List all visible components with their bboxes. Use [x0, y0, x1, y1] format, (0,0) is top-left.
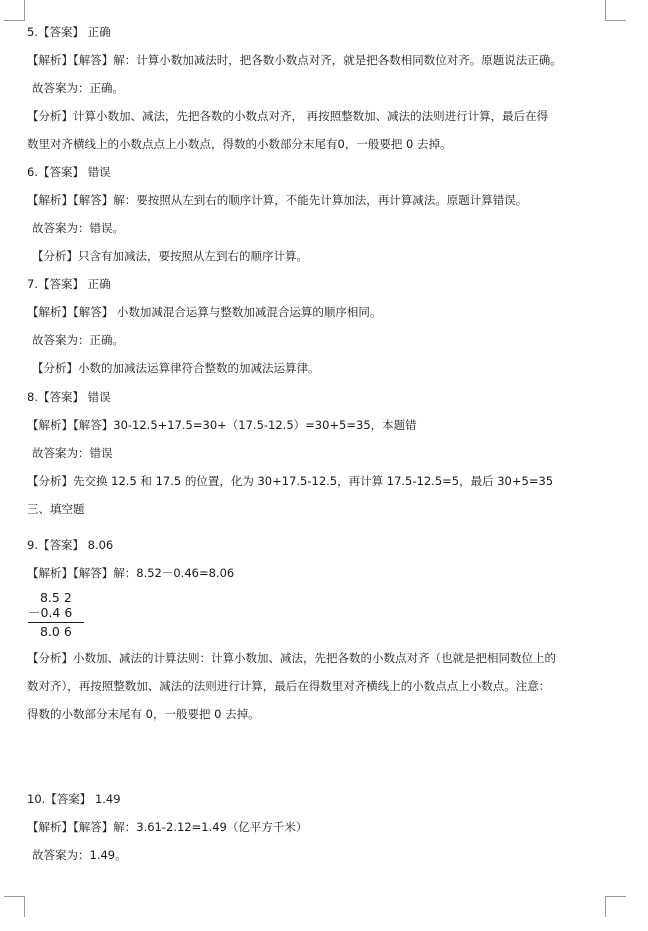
q6-analysis: 【解析】【解答】解：要按照从左到右的顺序计算，不能先计算加法，再计算减法。原题计算错误。 — [27, 193, 528, 207]
q6-explanation: 【分析】只含有加减法，要按照从左到右的顺序计算。 — [32, 249, 308, 263]
q9-analysis: 【解析】【解答】解：8.52－0.46=8.06 — [27, 566, 235, 580]
q6-conclusion: 故答案为：错误。 — [32, 221, 124, 235]
q5-answer: 5.【答案】 正确 — [27, 25, 111, 39]
page-corner-mark-top-right — [605, 0, 626, 21]
q8-conclusion: 故答案为：错误 — [32, 446, 113, 460]
q10-analysis: 【解析】【解答】解：3.61-2.12=1.49（亿平方千米） — [27, 820, 308, 834]
q5-explanation-line-2: 数里对齐横线上的小数点点上小数点，得数的小数部分末尾有0，一般要把 0 去掉。 — [27, 137, 452, 151]
calc-result: 8.0 6 — [36, 624, 72, 639]
q10-conclusion: 故答案为：1.49。 — [32, 848, 127, 862]
page-corner-mark-bottom-right — [605, 896, 626, 917]
q8-analysis: 【解析】【解答】30-12.5+17.5=30+（17.5-12.5）=30+5=35，本题错 — [27, 418, 417, 432]
page-corner-mark-bottom-left — [4, 896, 25, 917]
calc-minuend: 8.5 2 — [36, 590, 72, 605]
q7-explanation: 【分析】小数的加减法运算律符合整数的加减法运算律。 — [32, 361, 320, 375]
q9-answer: 9.【答案】 8.06 — [27, 538, 114, 552]
q9-explanation-line-2: 数对齐），再按照整数加、减法的法则进行计算，最后在得数里对齐横线上的小数点点上小数点。注意： — [27, 679, 551, 693]
q10-answer: 10.【答案】 1.49 — [27, 792, 121, 806]
q9-explanation-line-1: 【分析】小数加、减法的计算法则：计算小数加、减法，先把各数的小数点对齐（也就是把相同数位上的 — [27, 651, 556, 665]
vertical-subtraction — [28, 590, 86, 638]
q7-conclusion: 故答案为：正确。 — [32, 333, 124, 347]
page-corner-mark-top-left — [4, 0, 25, 21]
q5-conclusion: 故答案为：正确。 — [32, 81, 124, 95]
calc-subtrahend: －0.4 6 — [28, 605, 73, 620]
q8-explanation: 【分析】先交换 12.5 和 17.5 的位置，化为 30+17.5-12.5，再计算 17.5-12.5=5，最后 30+5=35 — [27, 474, 554, 488]
q7-analysis: 【解析】【解答】 小数加减混合运算与整数加减混合运算的顺序相同。 — [27, 305, 382, 319]
calc-underline — [28, 622, 84, 623]
q8-answer: 8.【答案】 错误 — [27, 390, 111, 404]
q7-answer: 7.【答案】 正确 — [27, 277, 111, 291]
q5-explanation-line-1: 【分析】计算小数加、减法，先把各数的小数点对齐， 再按照整数加、减法的法则进行计算，最后在得 — [27, 109, 549, 123]
section-heading-fill-in: 三、填空题 — [27, 502, 85, 516]
q9-explanation-line-3: 得数的小数部分末尾有 0，一般要把 0 去掉。 — [27, 707, 260, 721]
q6-answer: 6.【答案】 错误 — [27, 165, 111, 179]
q5-analysis: 【解析】【解答】解：计算小数加减法时，把各数小数点对齐，就是把各数相同数位对齐。原题说法正确。 — [27, 53, 562, 67]
